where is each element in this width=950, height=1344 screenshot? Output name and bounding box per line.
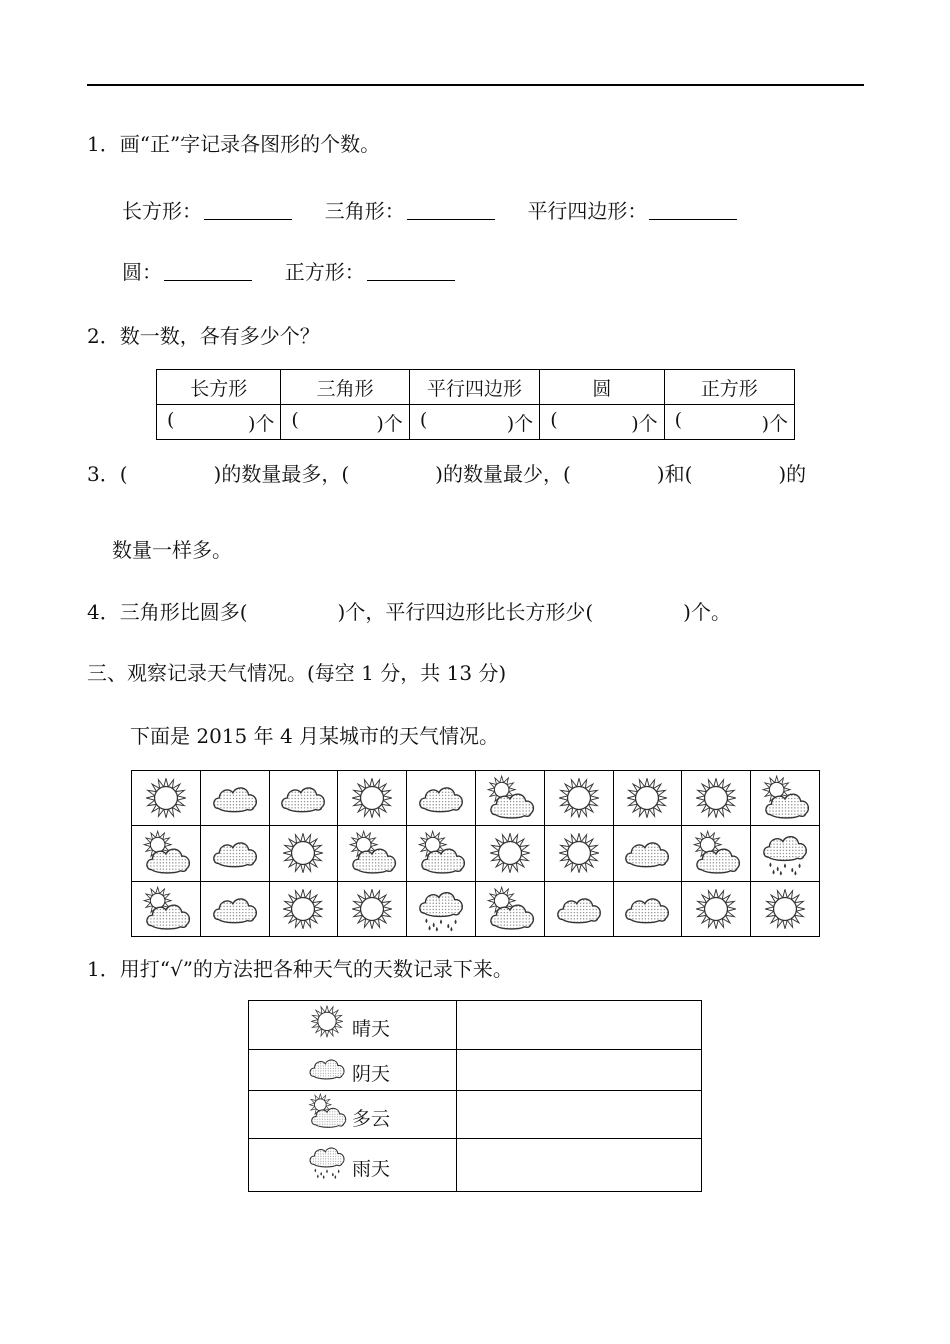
weather-cell — [682, 881, 751, 936]
weather-cell — [613, 826, 682, 881]
section3-intro: 下面是 2015 年 4 月某城市的天气情况。 — [130, 724, 500, 748]
field-label-rectangle: 长方形： — [122, 199, 202, 223]
sub1-line — [87, 953, 513, 982]
partly-cloudy-icon — [751, 775, 819, 821]
section3-title: 三、观察记录天气情况。(每空 1 分，共 13 分) — [87, 661, 507, 685]
weather-cell — [269, 771, 338, 826]
weather-cell — [200, 881, 269, 936]
cloud-icon — [407, 778, 475, 818]
weather-cell — [475, 826, 544, 881]
record-row — [249, 1001, 702, 1050]
sun-icon — [338, 886, 406, 932]
sun-icon — [307, 1003, 347, 1040]
top-rule — [87, 84, 864, 86]
weather-cell — [751, 881, 820, 936]
record-row — [249, 1091, 702, 1139]
cloud-icon — [545, 889, 613, 929]
sun-icon — [682, 886, 750, 932]
partly-cloudy-icon — [476, 886, 544, 932]
q2-line — [87, 320, 320, 349]
q1-text: 画“正”字记录各图形的个数。 — [119, 132, 381, 156]
record-table — [248, 1000, 702, 1192]
sun-icon — [476, 830, 544, 876]
cloud-icon — [201, 889, 269, 929]
count-header-square: 正方形 — [664, 370, 794, 405]
record-row — [249, 1050, 702, 1091]
record-tally-cell[interactable] — [457, 1001, 702, 1050]
q4-line: 4．三角形比圆多( )个，平行四边形比长方形少( )个。 — [87, 600, 731, 624]
field-label-square: 正方形： — [284, 260, 365, 284]
weather-cell — [751, 826, 820, 881]
sun-icon — [682, 775, 750, 821]
sub1-text: 用打“√”的方法把各种天气的天数记录下来。 — [119, 957, 513, 981]
blank-rectangle[interactable] — [204, 201, 292, 220]
blank-circle[interactable] — [164, 262, 252, 281]
weather-cell — [338, 826, 407, 881]
weather-cell — [613, 771, 682, 826]
count-cell-triangle[interactable]: ( )个 — [281, 405, 409, 440]
weather-cell — [269, 881, 338, 936]
count-table — [156, 369, 795, 440]
record-row — [249, 1139, 702, 1192]
rain-icon — [407, 884, 475, 934]
weather-cell — [751, 771, 820, 826]
weather-cell — [132, 771, 201, 826]
blank-square[interactable] — [367, 262, 455, 281]
record-tally-cell[interactable] — [457, 1139, 702, 1192]
q3-number: 3． — [87, 462, 120, 486]
count-cell-circle[interactable]: ( )个 — [540, 405, 664, 440]
cloud-icon — [614, 833, 682, 873]
weather-cell — [132, 826, 201, 881]
sub1-number: 1． — [87, 957, 120, 981]
q2-number: 2． — [87, 324, 120, 348]
q1-fields-row1 — [122, 195, 737, 224]
field-label-parallelogram: 平行四边形： — [527, 199, 648, 223]
partly-cloudy-icon — [476, 775, 544, 821]
record-label: 雨天 — [352, 1158, 391, 1180]
weather-cell — [475, 881, 544, 936]
count-header-parallelogram: 平行四边形 — [409, 370, 539, 405]
q2-text: 数一数，各有多少个？ — [119, 324, 320, 348]
weather-cell — [132, 881, 201, 936]
weather-cell — [682, 826, 751, 881]
blank-triangle[interactable] — [407, 201, 495, 220]
cloud-icon — [270, 778, 338, 818]
weather-cell — [682, 771, 751, 826]
count-header-triangle: 三角形 — [281, 370, 409, 405]
rain-icon — [307, 1141, 347, 1181]
record-tally-cell[interactable] — [457, 1091, 702, 1139]
weather-cell — [544, 771, 613, 826]
record-label-cell — [249, 1050, 457, 1091]
weather-cell — [407, 771, 476, 826]
q1-line — [87, 128, 380, 157]
count-cell-parallelogram[interactable]: ( )个 — [409, 405, 539, 440]
rain-icon — [751, 828, 819, 878]
count-cell-square[interactable]: ( )个 — [664, 405, 794, 440]
record-label: 多云 — [352, 1107, 391, 1130]
cloud-icon — [201, 833, 269, 873]
sun-icon — [614, 775, 682, 821]
q4-number: 4． — [87, 600, 120, 624]
sun-icon — [132, 775, 200, 821]
record-label: 晴天 — [352, 1018, 391, 1040]
weather-row — [132, 881, 820, 936]
weather-grid — [131, 770, 820, 937]
count-header-circle: 圆 — [540, 370, 664, 405]
count-cell-rectangle[interactable]: ( )个 — [157, 405, 281, 440]
sun-icon — [270, 830, 338, 876]
cloud-icon — [614, 889, 682, 929]
sun-icon — [338, 775, 406, 821]
sun-icon — [545, 830, 613, 876]
partly-cloudy-icon — [307, 1093, 347, 1130]
weather-cell — [338, 771, 407, 826]
sun-icon — [545, 775, 613, 821]
weather-row — [132, 826, 820, 881]
weather-cell — [544, 826, 613, 881]
q3-line: 3．( )的数量最多，( )的数量最少，( )和( )的 — [87, 462, 807, 486]
sun-icon — [751, 886, 819, 932]
count-header-rectangle: 长方形 — [157, 370, 281, 405]
weather-cell — [475, 771, 544, 826]
field-label-circle: 圆： — [122, 260, 162, 284]
weather-cell — [269, 826, 338, 881]
record-label: 阴天 — [352, 1063, 391, 1085]
weather-cell — [613, 881, 682, 936]
record-label-cell — [249, 1091, 457, 1139]
weather-cell — [200, 771, 269, 826]
field-label-triangle: 三角形： — [324, 199, 405, 223]
q1-fields-row2 — [122, 256, 455, 285]
weather-row — [132, 771, 820, 826]
q3-line2: 数量一样多。 — [112, 538, 232, 562]
cloud-icon — [201, 778, 269, 818]
partly-cloudy-icon — [682, 830, 750, 876]
weather-cell — [407, 881, 476, 936]
record-tally-cell[interactable] — [457, 1050, 702, 1091]
partly-cloudy-icon — [132, 886, 200, 932]
record-label-cell — [249, 1139, 457, 1192]
q1-number: 1． — [87, 132, 120, 156]
cloud-icon — [307, 1052, 347, 1084]
partly-cloudy-icon — [338, 830, 406, 876]
record-label-cell — [249, 1001, 457, 1050]
weather-cell — [544, 881, 613, 936]
weather-cell — [407, 826, 476, 881]
partly-cloudy-icon — [407, 830, 475, 876]
sun-icon — [270, 886, 338, 932]
weather-cell — [338, 881, 407, 936]
blank-parallelogram[interactable] — [649, 201, 737, 220]
weather-cell — [200, 826, 269, 881]
partly-cloudy-icon — [132, 830, 200, 876]
